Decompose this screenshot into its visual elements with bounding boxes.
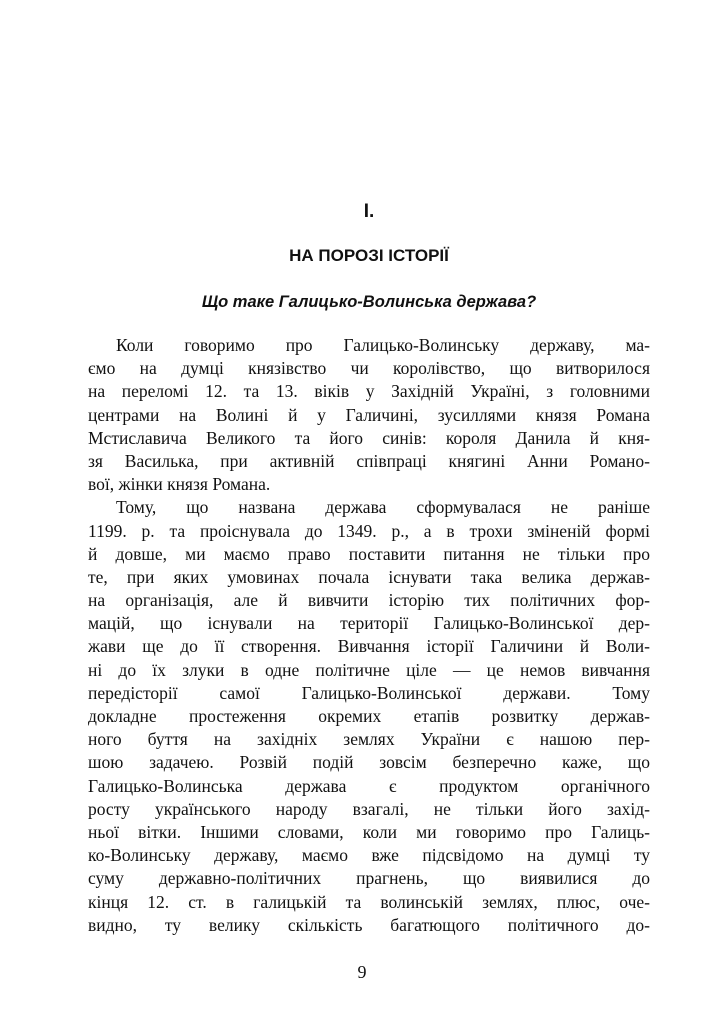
paragraph-2 [88, 496, 650, 937]
text-line: Галицько-Волинська держава є продуктом органічного [88, 775, 650, 796]
text-line: на організація, але й вивчити історію тих політичних фор- [88, 590, 650, 611]
text-line: й довше, ми маємо право поставити питання не тільки про [88, 543, 650, 564]
chapter-number: I. [363, 201, 375, 222]
text-line: докладне простеження окремих етапів розвитку держав- [88, 706, 650, 726]
text-line: шою задачею. Розвій подій зовсім безперечно каже, що [88, 752, 650, 773]
text-line: ного буття на західніх землях України є нашою пер- [88, 729, 650, 750]
paragraph-1 [88, 334, 650, 496]
text-line: те, при яких умовинах почала існувати така велика держав- [88, 566, 650, 587]
text-line: кінця 12. ст. в галицькій та волинській землях, плюс, оче- [88, 891, 650, 912]
text-line: передісторії самої Галицько-Волинської держави. Тому [88, 682, 650, 703]
text-line: 1199. р. та проіснувала до 1349. р., а в трохи зміненій формі [88, 520, 650, 541]
text-line: Коли говоримо про Галицько-Волинську державу, ма- [116, 335, 650, 355]
text-line: суму державно-політичних прагнень, що виявилися до [88, 868, 650, 889]
section-title: Що таке Галицько-Волинська держава? [201, 293, 537, 311]
text-line: росту українського народу взагалі, не тільки його захід- [88, 798, 650, 819]
text-line: видно, ту велику скількість багатющого політичного до- [88, 914, 650, 935]
text-line: ньої вітки. Іншими словами, коли ми говоримо про Галиць- [88, 821, 650, 842]
text-line: ємо на думці князівство чи королівство, що витворилося [88, 358, 650, 379]
text-line: центрами на Волині й у Галичині, зусиллями князя Романа [88, 404, 650, 425]
chapter-title: НА ПОРОЗІ ІСТОРІЇ [289, 246, 449, 265]
text-line: Мстиславича Великого та його синів: короля Данила й кня- [88, 427, 650, 448]
text-line: Тому, що названа держава сформувалася не раніше [116, 497, 650, 518]
text-line: зя Василька, при активній співпраці княгині Анни Романо- [88, 450, 650, 471]
page-content [88, 200, 650, 937]
text-line: вої, жінки князя Романа. [88, 474, 271, 495]
text-line: мацій, що існували на території Галицько-Волинської дер- [88, 613, 650, 634]
page-number: 9 [357, 962, 367, 982]
text-line: на переломі 12. та 13. віків у Західній Україні, з головними [88, 381, 650, 402]
text-line: ні до їх злуки в одне політичне ціле — це немов вивчання [88, 659, 650, 680]
text-line: ко-Волинську державу, маємо вже підсвідомо на думці ту [88, 845, 650, 866]
text-line: жави ще до її створення. Вивчання історії Галичини й Воли- [88, 636, 650, 657]
